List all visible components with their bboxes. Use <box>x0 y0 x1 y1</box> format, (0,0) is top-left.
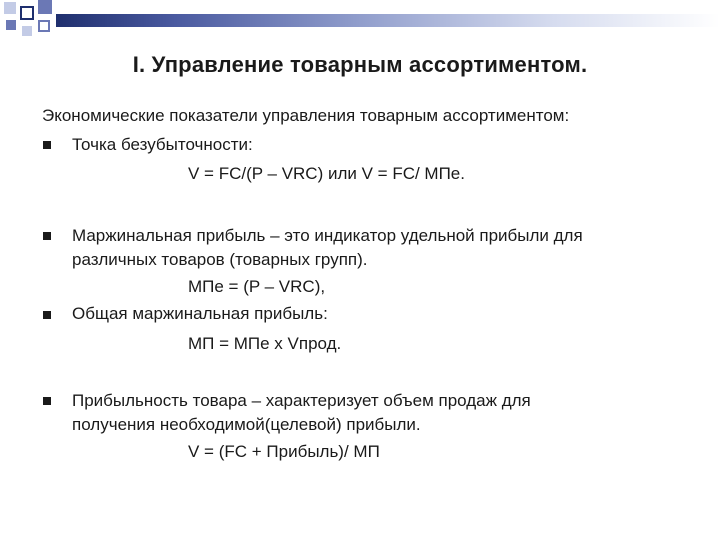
bullet-text: Общая маржинальная прибыль: <box>72 304 328 323</box>
bullet-marker <box>43 311 51 319</box>
decor-square <box>38 0 52 14</box>
bullet-marker <box>43 397 51 405</box>
formula: V = FC/(P – VRC) или V = FC/ МПе. <box>188 164 465 183</box>
slide-title: I. Управление товарным ассортиментом. <box>132 52 588 77</box>
formula: МП = МПе х Vпрод. <box>188 334 342 353</box>
decor-square <box>4 2 16 14</box>
bullet-text: Прибыльность товара – характеризует объем продаж для <box>72 391 531 410</box>
bullet-text: получения необходимой(целевой) прибыли. <box>72 415 421 434</box>
bullet-text: Маржинальная прибыль – это индикатор удельной прибыли для <box>72 226 583 245</box>
formula: V = (FC + Прибыль)/ МП <box>188 442 380 461</box>
formula: МПе = (P – VRC), <box>188 277 326 296</box>
intro-text: Экономические показатели управления товарным ассортиментом: <box>42 106 570 125</box>
bullet-marker <box>43 141 51 149</box>
decor-square <box>6 20 16 30</box>
decor-square <box>20 6 34 20</box>
decor-square <box>22 26 32 36</box>
decor-square <box>38 20 50 32</box>
title-decoration <box>0 0 720 40</box>
title-gradient-bar <box>56 14 720 27</box>
bullet-text: Точка безубыточности: <box>72 135 253 154</box>
bullet-text: различных товаров (товарных групп). <box>72 250 368 269</box>
bullet-marker <box>43 232 51 240</box>
